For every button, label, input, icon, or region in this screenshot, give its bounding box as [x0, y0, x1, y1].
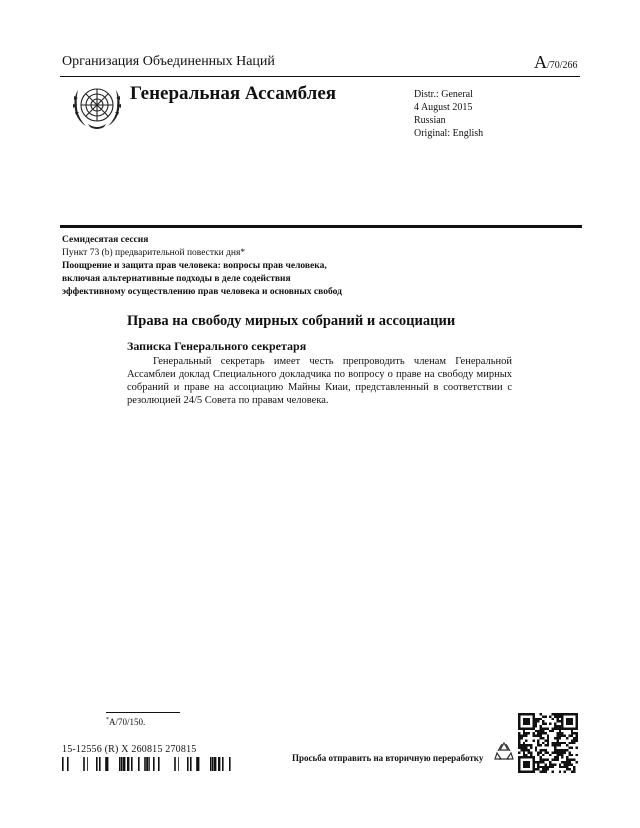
footnote-rule: [106, 712, 180, 713]
symbol-number: /70/266: [547, 60, 578, 71]
document-id: 15-12556 (R) X 260815 270815: [62, 744, 197, 755]
agenda-block: [62, 234, 342, 299]
document-title: Права на свободу мирных собраний и ассоциации: [127, 313, 456, 329]
assembly-name: Генеральная Ассамблея: [130, 83, 337, 104]
qr-code-icon: [518, 713, 578, 773]
topic-line-3: эффективному осуществлению прав человека и основных свобод: [62, 287, 342, 297]
topic-line-1: Поощрение и защита прав человека: вопросы прав человека,: [62, 261, 327, 271]
distribution-block: [414, 88, 483, 140]
recycle-icon: [493, 740, 515, 762]
footnote-text: A/70/150.: [109, 717, 146, 727]
section-rule: [60, 225, 582, 228]
session-label: Семидесятая сессия: [62, 235, 149, 245]
symbol-letter: A: [534, 52, 547, 72]
original-line: Original: English: [414, 128, 484, 139]
distr-line: Distr.: General: [414, 89, 473, 100]
date-line: 4 August 2015: [414, 102, 473, 113]
language-line: Russian: [414, 115, 446, 126]
agenda-item: Пункт 73 (b) предварительной повестки дня*: [62, 248, 246, 258]
barcode-icon: [62, 757, 232, 771]
body-paragraph: Генеральный секретарь имеет честь препроводить членам Генеральной Ассамблеи доклад Специального докладчика по вопросу о праве на свободу мирных собраний и праве на ассоциацию Майны Киаи, представленный в соответствии с резолюцией 24/5 Совета по правам человека.: [127, 356, 512, 406]
topic-line-2: включая альтернативные подходы в деле содействия: [62, 274, 291, 284]
un-emblem-icon: [66, 80, 128, 134]
footnote-mark: *: [106, 717, 109, 723]
organization-name: Организация Объединенных Наций: [62, 54, 275, 69]
document-symbol: [534, 52, 578, 73]
header-rule: [60, 76, 580, 77]
document-subtitle: Записка Генерального секретаря: [127, 339, 307, 353]
footnote: [106, 717, 145, 727]
recycle-note: Просьба отправить на вторичную переработку: [292, 753, 484, 763]
